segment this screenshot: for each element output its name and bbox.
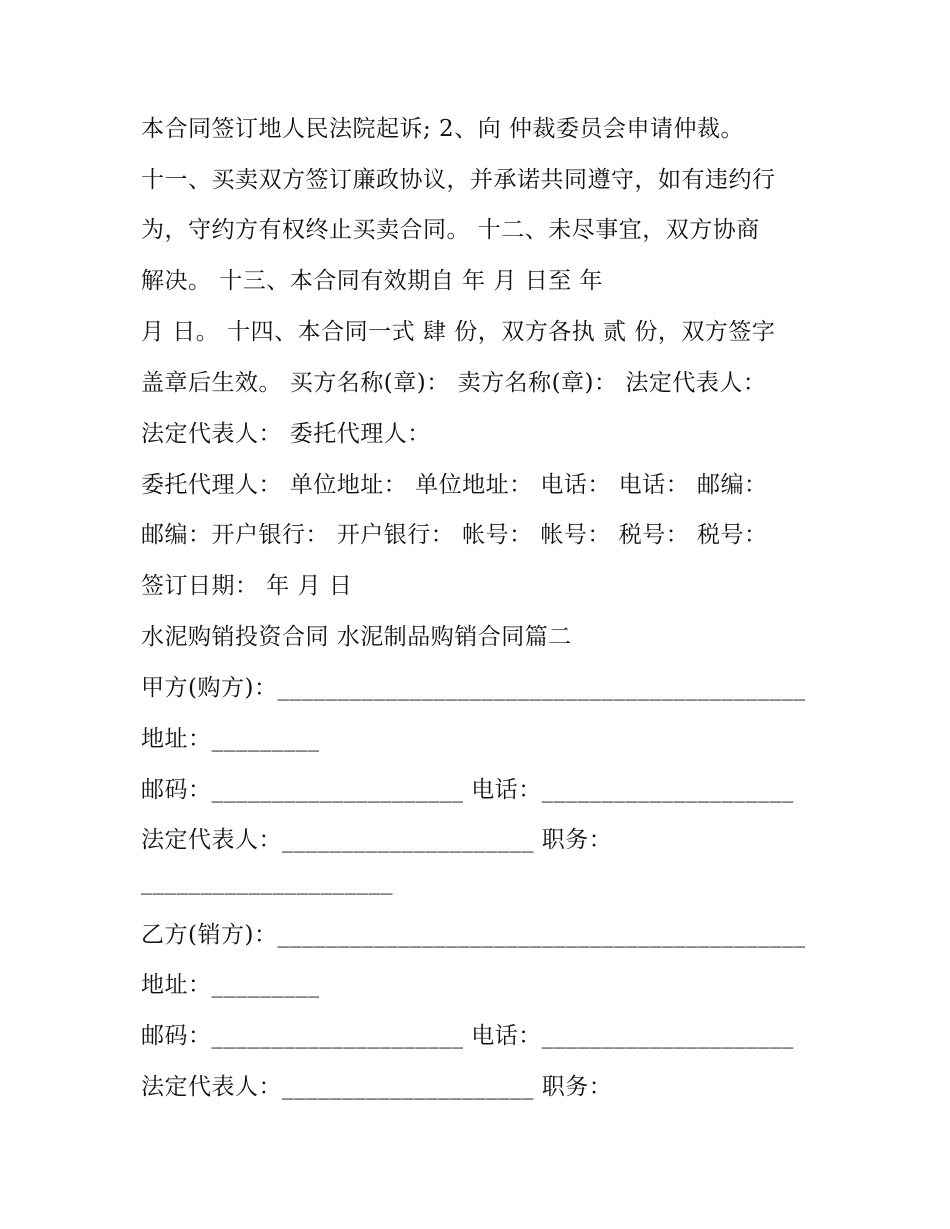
text-line: 盖章后生效。 买方名称(章)： 卖方名称(章)： 法定代表人：	[141, 370, 767, 396]
text-line: 委托代理人： 单位地址： 单位地址： 电话： 电话： 邮编：	[141, 472, 768, 498]
party-a-postcode-phone-field: 邮码：_____________________ 电话：_____________________	[141, 777, 794, 803]
text-line: 法定代表人： 委托代理人：	[141, 421, 431, 447]
text-line: 解决。 十三、本合同有效期自 年 月 日至 年	[141, 268, 604, 294]
party-b-postcode-phone-field: 邮码：_____________________ 电话：_____________________	[141, 1023, 794, 1049]
party-a-name-field: 甲方(购方)：____________________________________________	[141, 675, 806, 701]
text-line: 月 日。 十四、本合同一式 肆 份，双方各执 贰 份，双方签字	[141, 319, 776, 345]
party-a-address-field: 地址：_________	[141, 726, 320, 752]
text-line: 十一、买卖双方签订廉政协议，并承诺共同遵守，如有违约行	[141, 167, 776, 193]
text-line: 为，守约方有权终止买卖合同。 十二、未尽事宜，双方协商	[141, 217, 760, 243]
party-a-position-blank: _____________________	[141, 869, 393, 895]
text-line: 邮编：开户银行： 开户银行： 帐号： 帐号： 税号： 税号：	[141, 522, 768, 548]
party-b-name-field: 乙方(销方)：____________________________________________	[141, 922, 806, 948]
party-b-address-field: 地址：_________	[141, 972, 320, 998]
party-b-representative-field: 法定代表人：_____________________ 职务：	[141, 1074, 613, 1100]
party-a-representative-field: 法定代表人：_____________________ 职务：	[141, 827, 613, 853]
section-heading: 水泥购销投资合同 水泥制品购销合同篇二	[141, 624, 572, 650]
text-line: 签订日期： 年 月 日	[141, 573, 353, 599]
text-line: 本合同签订地人民法院起诉; 2、向 仲裁委员会申请仲裁。	[141, 116, 745, 142]
